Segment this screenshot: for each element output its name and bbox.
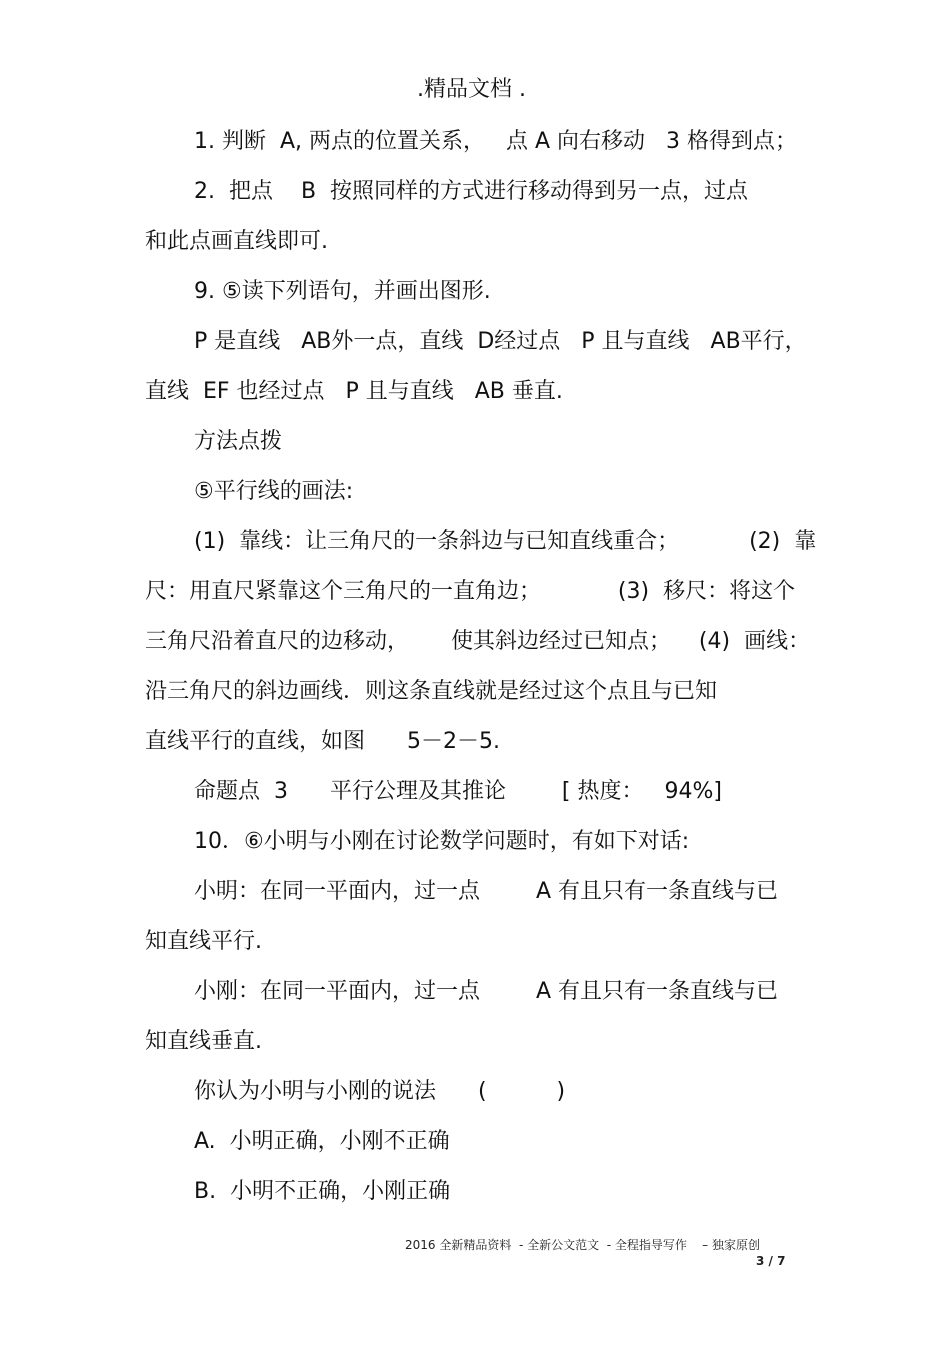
text-line: 方法点拨 [194,429,283,454]
text-line: P 是直线 AB外一点，直线 D经过点 P 且与直线 AB平行， [194,329,807,354]
text-line: 2. 把点 B 按照同样的方式进行移动得到另一点，过点 [194,179,749,204]
text-line: 1. 判断 A, 两点的位置关系， 点 A 向右移动 3 格得到点； [194,129,797,154]
text-line: B. 小明不正确，小刚正确 [194,1179,451,1204]
text-line: 10．⑥小明与小刚在讨论数学问题时，有如下对话: [194,829,690,854]
text-line: 命题点 3 平行公理及其推论 [ 热度： 94%] [194,779,722,804]
text-line: ⑤平行线的画法: [194,479,354,504]
text-line: A. 小明正确，小刚不正确 [194,1129,450,1154]
footer-text: 2016 全新精品资料 - 全新公文范文 - 全程指导写作 – 独家原创 [405,1238,760,1252]
text-line: 和此点画直线即可. [145,229,328,254]
text-line: 三角尺沿着直尺的边移动， 使其斜边经过已知点； (4) 画线： [145,629,811,654]
text-line: 直线 EF 也经过点 P 且与直线 AB 垂直. [145,379,563,404]
text-line: 沿三角尺的斜边画线．则这条直线就是经过这个点且与已知 [145,679,718,704]
text-line: 知直线垂直. [145,1029,262,1054]
text-line: 知直线平行. [145,929,262,954]
text-line: 你认为小明与小刚的说法 ( ) [194,1079,566,1104]
text-line: 直线平行的直线，如图 5－2－5. [145,729,500,754]
text-line: 尺：用直尺紧靠这个三角尺的一直角边； (3) 移尺：将这个 [145,579,796,604]
page-number: 3 / 7 [756,1254,786,1268]
text-line: 9. ⑤读下列语句，并画出图形. [194,279,491,304]
page-header: .精品文档 . [417,77,526,102]
text-line: 小刚：在同一平面内，过一点 A 有且只有一条直线与已 [194,979,778,1004]
text-line: (1) 靠线：让三角尺的一条斜边与已知直线重合； (2) 靠 [194,529,817,554]
text-line: 小明：在同一平面内，过一点 A 有且只有一条直线与已 [194,879,778,904]
